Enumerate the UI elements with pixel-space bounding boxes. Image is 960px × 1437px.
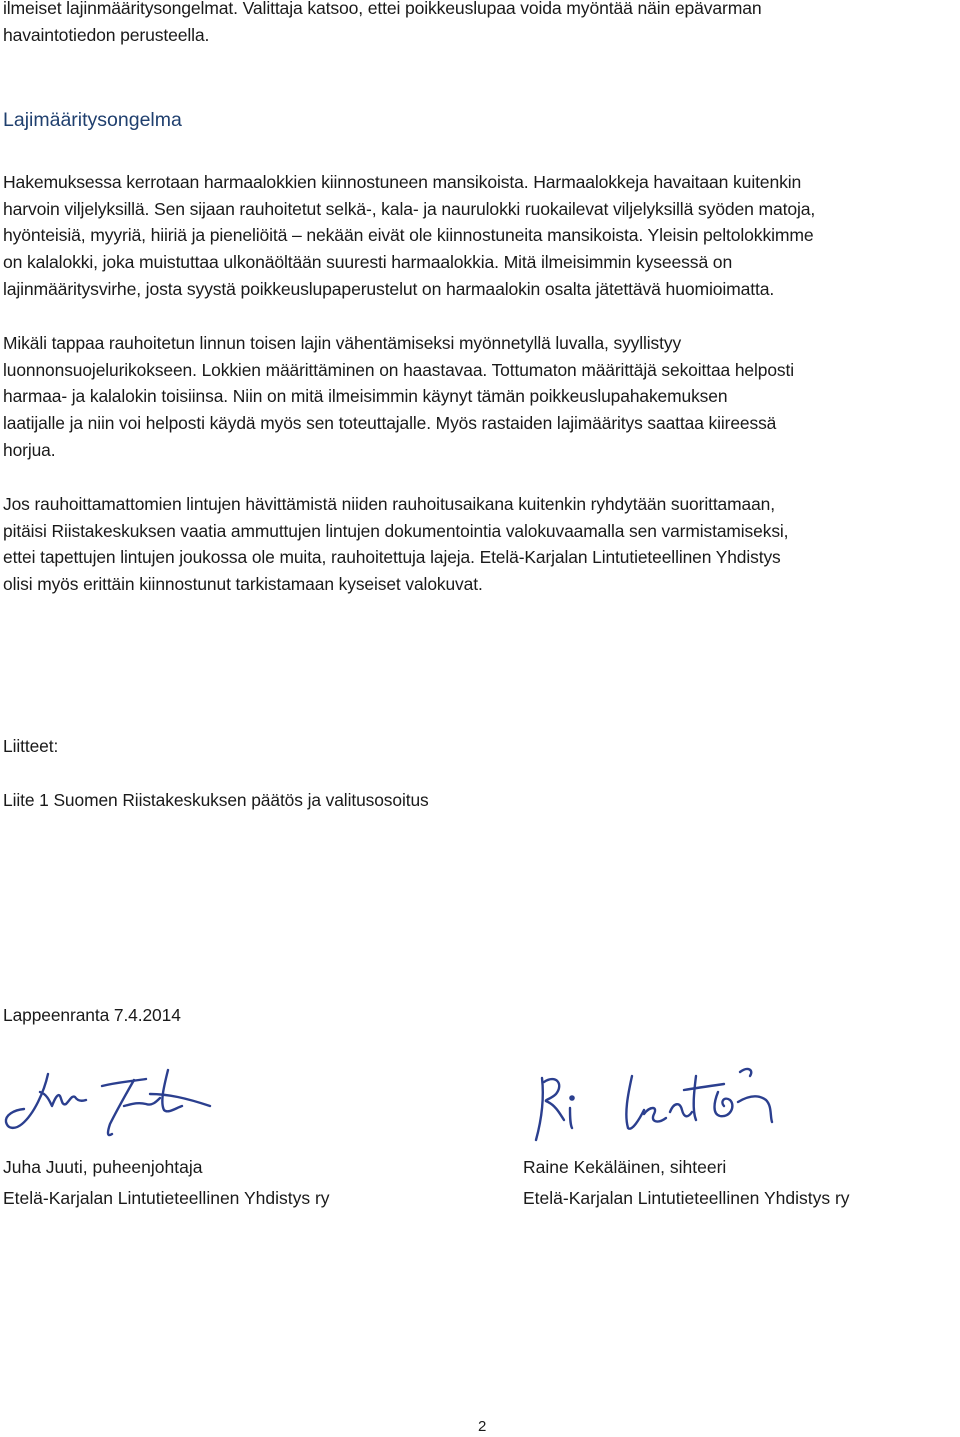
paragraph-3 [3, 491, 788, 598]
text-line: harvoin viljelyksillä. Sen sijaan rauhoitetut selkä-, kala- ja naurulokki ruokailevat viljelyksillä syöden matoja, [3, 198, 816, 219]
signature-raine-kekalainen [520, 1062, 800, 1152]
signatory-organization: Etelä-Karjalan Lintutieteellinen Yhdistys ry [523, 1188, 850, 1208]
text-line: ettei tapettujen lintujen joukossa ole muita, rauhoitettuja lajeja. Etelä-Karjalan Lintutieteellinen Yhdistys [3, 547, 781, 568]
signatory-2 [523, 1154, 850, 1211]
text-line: horjua. [3, 439, 56, 460]
intro-paragraph [3, 0, 762, 48]
text-line: olisi myös erittäin kiinnostunut tarkistamaan kyseiset valokuvat. [3, 574, 483, 595]
section-heading: Lajimääritysongelma [3, 109, 182, 131]
text-line: luonnonsuojelurikokseen. Lokkien määrittäminen on haastavaa. Tottumaton määrittäjä sekoittaa helposti [3, 359, 794, 380]
text-line: harmaa- ja kalalokin toisiinsa. Niin on mitä ilmeisimmin käynyt tämän poikkeuslupahakemuksen [3, 386, 728, 407]
signatory-organization: Etelä-Karjalan Lintutieteellinen Yhdistys ry [3, 1188, 330, 1208]
text-line: pitäisi Riistakeskuksen vaatia ammuttujen lintujen dokumentointia valokuvaamalla sen varmistamiseksi, [3, 520, 789, 541]
paragraph-1 [3, 169, 815, 303]
attachments-label: Liitteet: [3, 736, 59, 756]
signatory-1 [3, 1154, 330, 1211]
signatory-name: Juha Juuti, puheenjohtaja [3, 1157, 203, 1177]
text-line: Hakemuksessa kerrotaan harmaalokkien kiinnostuneen mansikoista. Harmaalokkeja havaitaan kuitenkin [3, 172, 802, 192]
attachment-item: Liite 1 Suomen Riistakeskuksen päätös ja valitusosoitus [3, 790, 429, 810]
paragraph-2 [3, 330, 794, 464]
signatory-name: Raine Kekäläinen, sihteeri [523, 1157, 727, 1177]
text-line: on kalalokki, joka muistuttaa ulkonäöltään suuresti harmaalokkia. Mitä ilmeisimmin kyseessä on [3, 252, 733, 273]
text-line: hyönteisiä, myyriä, hiiriä ja pieneliöitä – nekään eivät ole kiinnostuneita mansikoista. Yleisin peltolokkimme [3, 225, 814, 246]
page-number: 2 [478, 1418, 487, 1435]
place-date: Lappeenranta 7.4.2014 [3, 1005, 181, 1025]
text-line: laatijalle ja niin voi helposti käydä myös sen toteuttajalle. Myös rastaiden lajimääritys saattaa kiireessä [3, 413, 777, 434]
text-line: ilmeiset lajinmääritysongelmat. Valittaja katsoo, ettei poikkeuslupaa voida myöntää näin epävarman [3, 0, 762, 18]
text-line: Jos rauhoittamattomien lintujen hävittämistä niiden rauhoitusaikana kuitenkin ryhdytään suorittamaan, [3, 494, 775, 514]
signature-juha-juuti [0, 1062, 240, 1152]
text-line: lajinmääritysvirhe, josta syystä poikkeuslupaperustelut on harmaalokin osalta jätettävä huomioimatta. [3, 278, 775, 299]
text-line: Mikäli tappaa rauhoitetun linnun toisen lajin vähentämiseksi myönnetyllä luvalla, syyllistyy [3, 333, 682, 353]
text-line: havaintotiedon perusteella. [3, 24, 210, 45]
